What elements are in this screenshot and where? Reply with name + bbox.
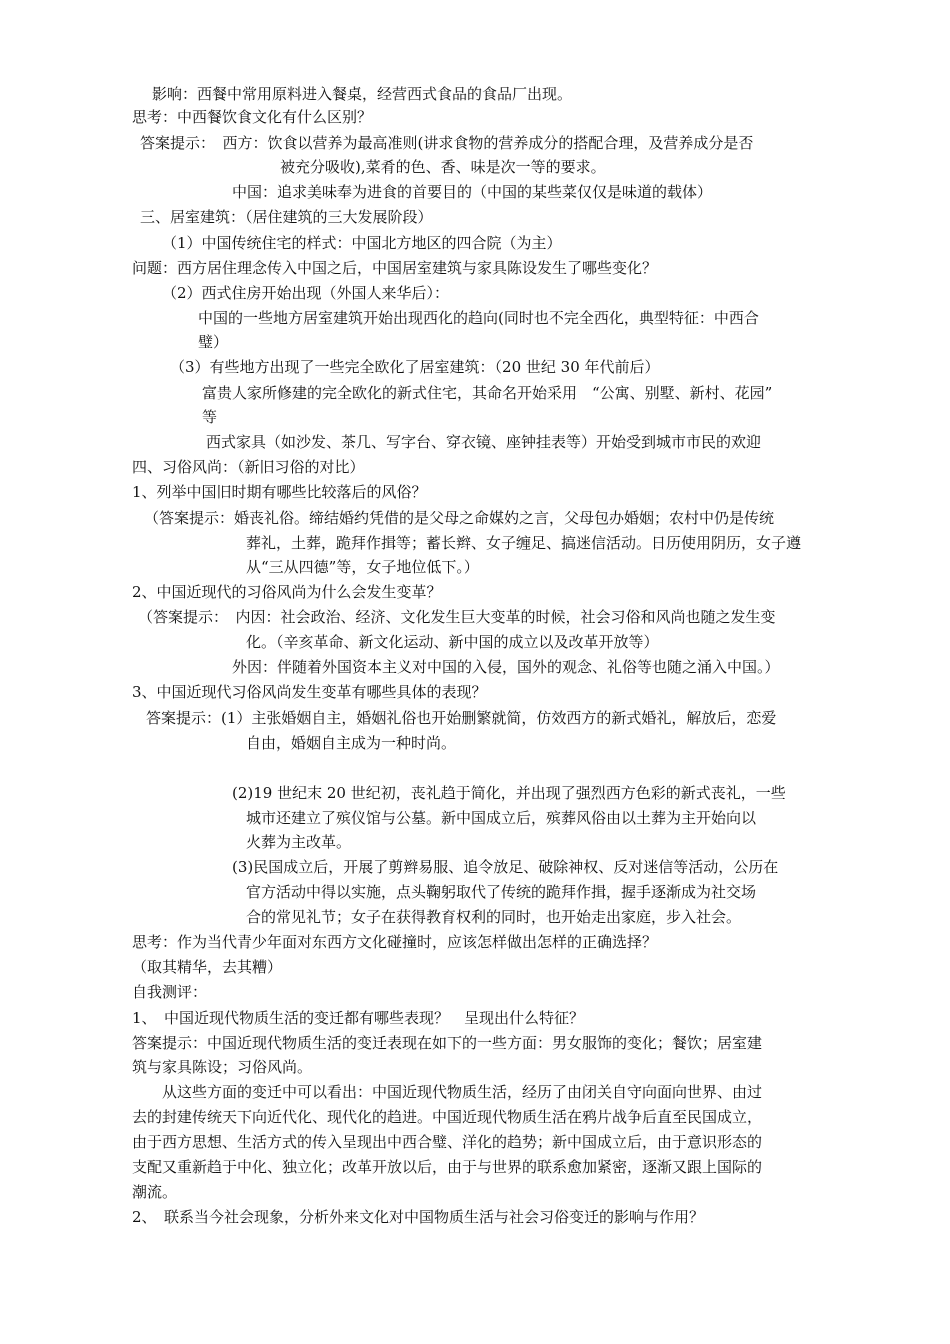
text-line: （答案提示：婚丧礼俗。缔结婚约凭借的是父母之命媒妁之言，父母包办婚姻；农村中仍是传统 [144, 509, 775, 527]
text-line: 葬礼，土葬，跪拜作揖等；蓄长辫、女子缠足、搞迷信活动。日历使用阴历，女子遵 [246, 534, 802, 552]
text-line: 思考：中西餐饮食文化有什么区别？ [132, 108, 373, 126]
text-line: （取其精华，去其糟） [132, 958, 283, 976]
text-line: 答案提示： 西方：饮食以营养为最高准则(讲求食物的营养成分的搭配合理，及营养成分是否 [140, 134, 754, 152]
text-line: 等 [202, 408, 218, 426]
text-line: 中国：追求美味奉为进食的首要目的（中国的某些菜仅仅是味道的载体） [232, 183, 713, 201]
text-line: 答案提示：(1）主张婚姻自主，婚姻礼俗也开始删繁就简，仿效西方的新式婚礼，解放后，恋爱 [146, 709, 777, 727]
section-heading: 自我测评： [132, 983, 208, 1001]
text-line: （3）有些地方出现了一些完全欧化了居室建筑：（20 世纪 30 年代前后） [170, 358, 660, 376]
text-line: (3)民国成立后，开展了剪辫易服、追令放足、破除神权、反对迷信等活动，公历在 [232, 858, 779, 876]
text-line: 璧） [198, 333, 229, 351]
text-line: 从这些方面的变迁中可以看出：中国近现代物质生活，经历了由闭关自守向面向世界、由过 [162, 1083, 763, 1101]
text-line: 富贵人家所修建的完全欧化的新式住宅，其命名开始采用 “公寓、别墅、新村、花园” [202, 384, 773, 402]
text-line: 中国的一些地方居室建筑开始出现西化的趋向(同时也不完全西化，典型特征：中西合 [198, 309, 759, 327]
text-line: 自由，婚姻自主成为一种时尚。 [246, 734, 457, 752]
text-line: 外因：伴随着外国资本主义对中国的入侵，国外的观念、礼俗等也随之涌入中国。） [232, 658, 780, 676]
text-line: 合的常见礼节；女子在获得教育权利的同时，也开始走出家庭，步入社会。 [246, 908, 742, 926]
text-line: 去的封建传统天下向近代化、现代化的趋进。中国近现代物质生活在鸦片战争后直至民国成立， [132, 1108, 763, 1126]
text-line: 问题：西方居住理念传入中国之后，中国居室建筑与家具陈设发生了哪些变化？ [132, 259, 658, 277]
section-heading: 三、居室建筑：（居住建筑的三大发展阶段） [140, 208, 433, 226]
text-line: 从“三从四德”等，女子地位低下。） [246, 558, 479, 576]
text-line: 西式家具（如沙发、茶几、写字台、穿衣镜、座钟挂表等）开始受到城市市民的欢迎 [206, 433, 762, 451]
text-line: 2、 联系当今社会现象，分析外来文化对中国物质生活与社会习俗变迁的影响与作用？ [132, 1208, 705, 1226]
text-line: 被充分吸收),菜肴的色、香、味是次一等的要求。 [280, 158, 606, 176]
text-line: 城市还建立了殡仪馆与公墓。新中国成立后，殡葬风俗由以土葬为主开始向以 [246, 809, 757, 827]
section-heading: 四、习俗风尚：（新旧习俗的对比） [132, 458, 365, 476]
text-line: 答案提示：中国近现代物质生活的变迁表现在如下的一些方面：男女服饰的变化；餐饮；居室建 [132, 1034, 763, 1052]
text-line: 筑与家具陈设；习俗风尚。 [132, 1058, 313, 1076]
text-line: 影响：西餐中常用原料进入餐桌，经营西式食品的食品厂出现。 [152, 85, 573, 103]
text-line: 支配又重新趋于中化、独立化；改革开放以后，由于与世界的联系愈加紧密，逐渐又跟上国际的 [132, 1158, 763, 1176]
text-line: 官方活动中得以实施，点头鞠躬取代了传统的跪拜作揖，握手逐渐成为社交场 [246, 883, 757, 901]
text-line: （答案提示： 内因：社会政治、经济、文化发生巨大变革的时候，社会习俗和风尚也随之发生变 [138, 608, 776, 626]
text-line: 3、中国近现代习俗风尚发生变革有哪些具体的表现？ [132, 683, 487, 701]
text-line: （1）中国传统住宅的样式：中国北方地区的四合院（为主） [162, 234, 562, 252]
text-line: 2、中国近现代的习俗风尚为什么会发生变革？ [132, 583, 442, 601]
text-line: 1、列举中国旧时期有哪些比较落后的风俗？ [132, 483, 427, 501]
text-line: 由于西方思想、生活方式的传入呈现出中西合璧、洋化的趋势；新中国成立后，由于意识形态的 [132, 1133, 763, 1151]
text-line: (2)19 世纪末 20 世纪初，丧礼趋于简化，并出现了强烈西方色彩的新式丧礼，一些 [232, 784, 786, 802]
text-line: 化。（辛亥革命、新文化运动、新中国的成立以及改革开放等） [246, 633, 659, 651]
text-line: 1、 中国近现代物质生活的变迁都有哪些表现？ 呈现出什么特征？ [132, 1009, 585, 1027]
text-line: （2）西式住房开始出现（外国人来华后）： [162, 284, 450, 302]
text-line: 潮流。 [132, 1183, 178, 1201]
text-line: 火葬为主改革。 [246, 833, 352, 851]
text-line: 思考：作为当代青少年面对东西方文化碰撞时，应该怎样做出怎样的正确选择？ [132, 933, 658, 951]
